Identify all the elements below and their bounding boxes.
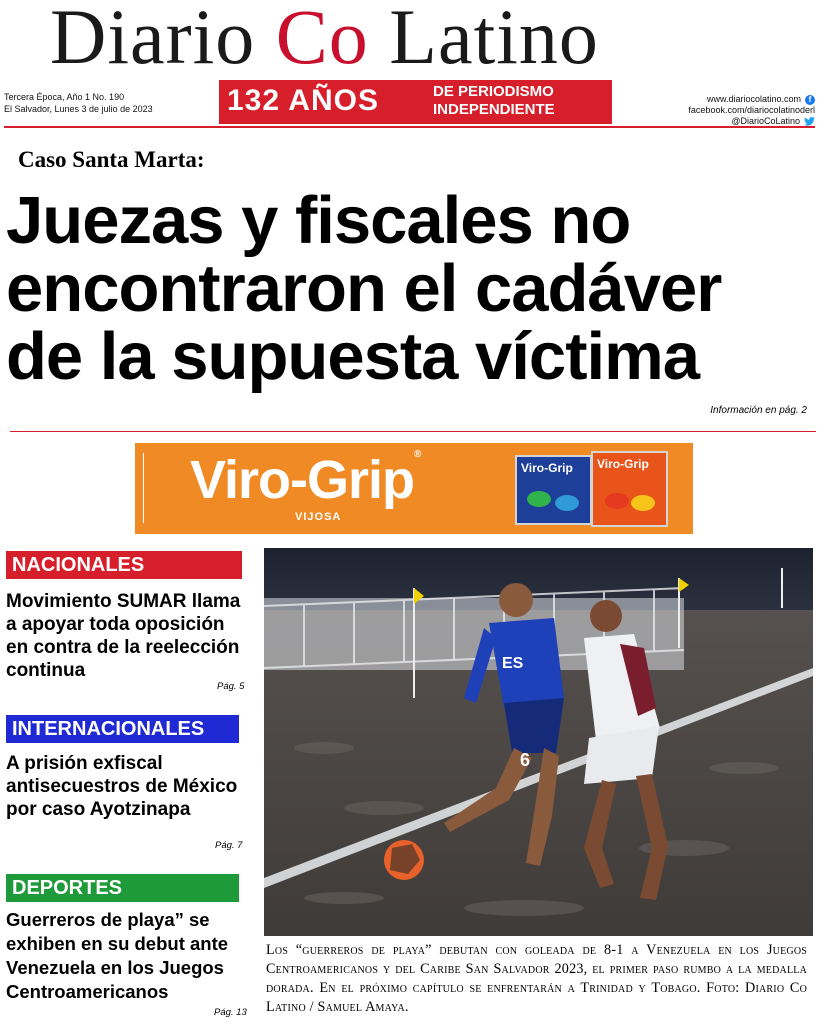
capsule-green (527, 491, 551, 507)
lead-headline[interactable]: Juezas y fiscales no encontraron el cadáver de la supuesta víctima (6, 183, 722, 394)
ad-fine-print (143, 453, 154, 523)
section-divider (10, 431, 816, 432)
facebook-link[interactable]: facebook.com/diariocolatinoderl (688, 105, 815, 115)
newspaper-logo[interactable]: Diario Co Latino (50, 0, 599, 82)
photo-caption: Los “guerreros de playa” debutan con goleada de 8-1 a Venezuela en los Juegos Centroamericanos y del Caribe San Salvador 2023, el primer paso rumbo a la medalla dorada. En el próximo capítulo se enfrentarán a Trinidad y Tobago. Foto: Diario Co Latino / Samuel Amaya. (266, 942, 807, 1015)
capsule-red (605, 493, 629, 509)
ad-maker: VIJOSA (295, 511, 342, 523)
lead-kicker: Caso Santa Marta: (18, 147, 205, 172)
anniversary-tagline: DE PERIODISMO INDEPENDIENTE (433, 83, 555, 118)
twitter-link[interactable]: @DiarioCoLatino (731, 116, 800, 126)
story-nacionales[interactable]: Movimiento SUMAR llama a apoyar toda oposición en contra de la reelección continua (6, 591, 241, 681)
website-link[interactable]: www.diariocolatino.com (706, 94, 801, 104)
lead-page-reference: Información en pág. 2 (710, 405, 807, 416)
product-pack-blue: Viro-Grip (515, 455, 592, 525)
story-internacionales[interactable]: A prisión exfiscal antisecuestros de México por caso Ayotzinapa (6, 753, 238, 820)
photo-illustration (264, 548, 813, 936)
facebook-icon[interactable]: f (805, 95, 815, 105)
product-pack-orange: Viro-Grip (591, 451, 668, 527)
section-deportes[interactable]: DEPORTES (6, 874, 239, 902)
anniversary-years: 132 AÑOS (227, 84, 379, 117)
soccer-ball (384, 840, 424, 880)
edition-number: Tercera Época, Año 1 No. 190 (4, 92, 125, 102)
page-ref-deportes: Pág. 13 (214, 1007, 247, 1018)
svg-text:ES: ES (502, 655, 524, 672)
edition-date: El Salvador, Lunes 3 de julio de 2023 (4, 104, 153, 114)
story-deportes[interactable]: Guerreros de playa” se exhiben en su debut ante Venezuela en los Juegos Centroamericanos (6, 909, 229, 1002)
edition-info (4, 91, 153, 115)
masthead (0, 0, 819, 128)
twitter-icon[interactable] (804, 117, 815, 126)
ad-brand: Viro-Grip® (190, 449, 421, 510)
section-internacionales[interactable]: INTERNACIONALES (6, 715, 239, 743)
svg-text:6: 6 (520, 750, 531, 770)
masthead-rule (4, 126, 815, 128)
anniversary-banner (219, 80, 612, 124)
page-ref-internacionales: Pág. 7 (215, 840, 243, 851)
capsule-blue (555, 495, 579, 511)
section-nacionales[interactable]: NACIONALES (6, 551, 242, 579)
logo-co: Co (275, 0, 369, 80)
viro-grip-advertisement[interactable] (135, 443, 693, 534)
beach-soccer-photo[interactable] (264, 548, 813, 936)
capsule-yellow (631, 495, 655, 511)
social-links (688, 94, 815, 127)
page-ref-nacionales: Pág. 5 (217, 681, 245, 692)
